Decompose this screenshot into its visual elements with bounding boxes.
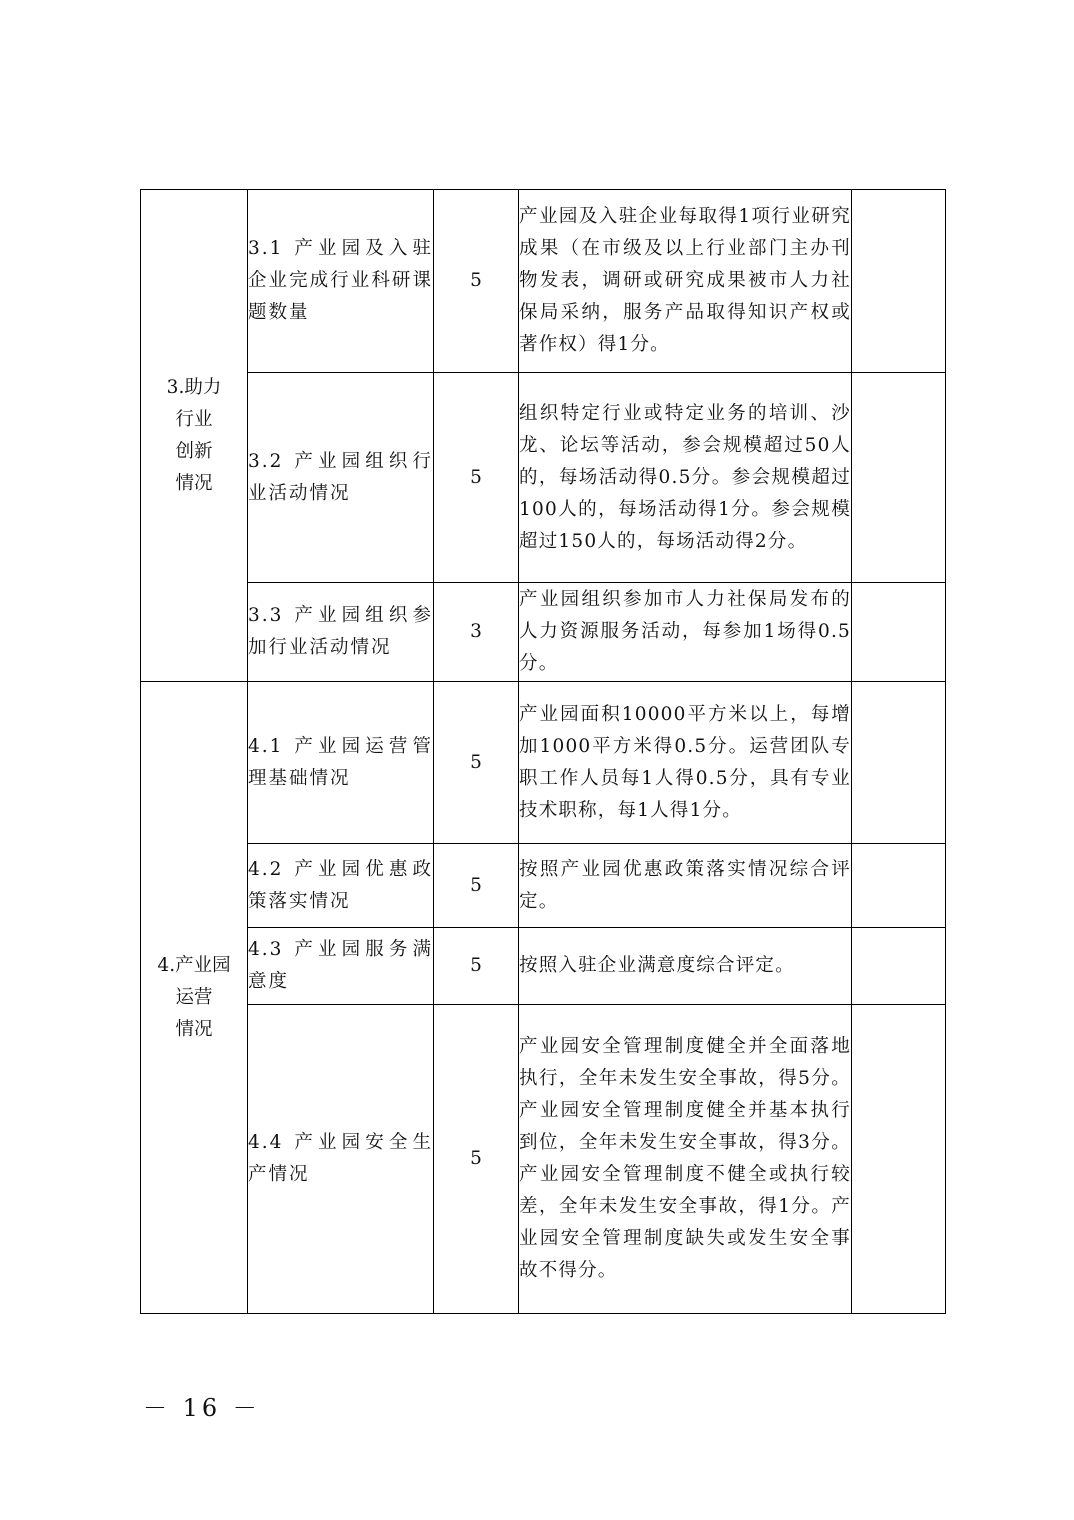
item-cell xyxy=(248,190,434,373)
remark-cell xyxy=(852,190,946,373)
score-cell xyxy=(434,190,519,373)
table-row xyxy=(141,583,946,682)
criteria-cell xyxy=(519,682,852,844)
remark-cell xyxy=(852,373,946,583)
table-row xyxy=(141,682,946,844)
remark-cell xyxy=(852,682,946,844)
criteria-cell xyxy=(519,190,852,373)
criteria-text: 按照产业园优惠政策落实情况综合评定。 xyxy=(519,858,851,912)
table-row xyxy=(141,373,946,583)
criteria-cell xyxy=(519,583,852,682)
criteria-text: 产业园面积10000平方米以上，每增加1000平方米得0.5分。运营团队专职工作人员每1人得0.5分，具有专业技术职称，每1人得1分。 xyxy=(519,703,851,821)
item-cell xyxy=(248,1005,434,1314)
category-label: 3.助力 行业 创新 情况 xyxy=(166,376,222,494)
remark-cell xyxy=(852,844,946,928)
item-label: 4.3 产业园服务满意度 xyxy=(248,939,433,992)
category-cell xyxy=(141,682,248,1314)
table-row xyxy=(141,928,946,1005)
score-cell xyxy=(434,1005,519,1314)
score-value: 5 xyxy=(470,466,482,488)
criteria-text: 产业园及入驻企业每取得1项行业研究成果（在市级及以上行业部门主办刊物发表，调研或研究成果被市人力社保局采纳，服务产品取得知识产权或著作权）得1分。 xyxy=(519,206,851,355)
category-cell xyxy=(141,190,248,682)
score-value: 3 xyxy=(470,621,482,642)
table-row xyxy=(141,190,946,373)
item-label: 3.2 产业园组织行业活动情况 xyxy=(248,450,433,504)
table-row xyxy=(141,844,946,928)
score-cell xyxy=(434,682,519,844)
criteria-text: 按照入驻企业满意度综合评定。 xyxy=(519,955,795,976)
score-value: 5 xyxy=(470,874,482,896)
item-cell xyxy=(248,682,434,844)
criteria-text: 产业园安全管理制度健全并全面落地执行，全年未发生安全事故，得5分。产业园安全管理制度健全并基本执行到位，全年未发生安全事故，得3分。产业园安全管理制度不健全或执行较差，全年未发生安全事故，得1分。产业园安全管理制度缺失或发生安全事故不得分。 xyxy=(519,1036,851,1281)
item-cell xyxy=(248,928,434,1005)
score-value: 5 xyxy=(470,751,482,773)
criteria-cell xyxy=(519,844,852,928)
score-cell xyxy=(434,844,519,928)
criteria-text: 组织特定行业或特定业务的培训、沙龙、论坛等活动，参会规模超过50人的，每场活动得0.5分。参会规模超过100人的，每场活动得1分。参会规模超过150人的，每场活动得2分。 xyxy=(519,402,851,552)
item-cell xyxy=(248,373,434,583)
remark-cell xyxy=(852,1005,946,1314)
item-cell xyxy=(248,583,434,682)
item-label: 3.1 产业园及入驻企业完成行业科研课题数量 xyxy=(248,238,433,323)
item-label: 3.3 产业园组织参加行业活动情况 xyxy=(248,605,433,658)
category-label: 4.产业园 运营 情况 xyxy=(157,954,231,1040)
item-label: 4.1 产业园运营管理基础情况 xyxy=(248,735,433,789)
item-cell xyxy=(248,844,434,928)
remark-cell xyxy=(852,928,946,1005)
score-value: 5 xyxy=(470,270,482,291)
score-value: 5 xyxy=(470,955,482,976)
criteria-text: 产业园组织参加市人力社保局发布的人力资源服务活动，每参加1场得0.5分。 xyxy=(519,589,851,674)
evaluation-table xyxy=(140,189,946,1314)
score-cell xyxy=(434,583,519,682)
item-label: 4.2 产业园优惠政策落实情况 xyxy=(248,858,433,912)
item-label: 4.4 产业园安全生产情况 xyxy=(248,1132,433,1185)
score-cell xyxy=(434,373,519,583)
score-cell xyxy=(434,928,519,1005)
table-row xyxy=(141,1005,946,1314)
criteria-cell xyxy=(519,373,852,583)
criteria-cell xyxy=(519,1005,852,1314)
remark-cell xyxy=(852,583,946,682)
criteria-cell xyxy=(519,928,852,1005)
page-number: － 16 － xyxy=(143,1394,261,1422)
score-value: 5 xyxy=(470,1148,482,1169)
